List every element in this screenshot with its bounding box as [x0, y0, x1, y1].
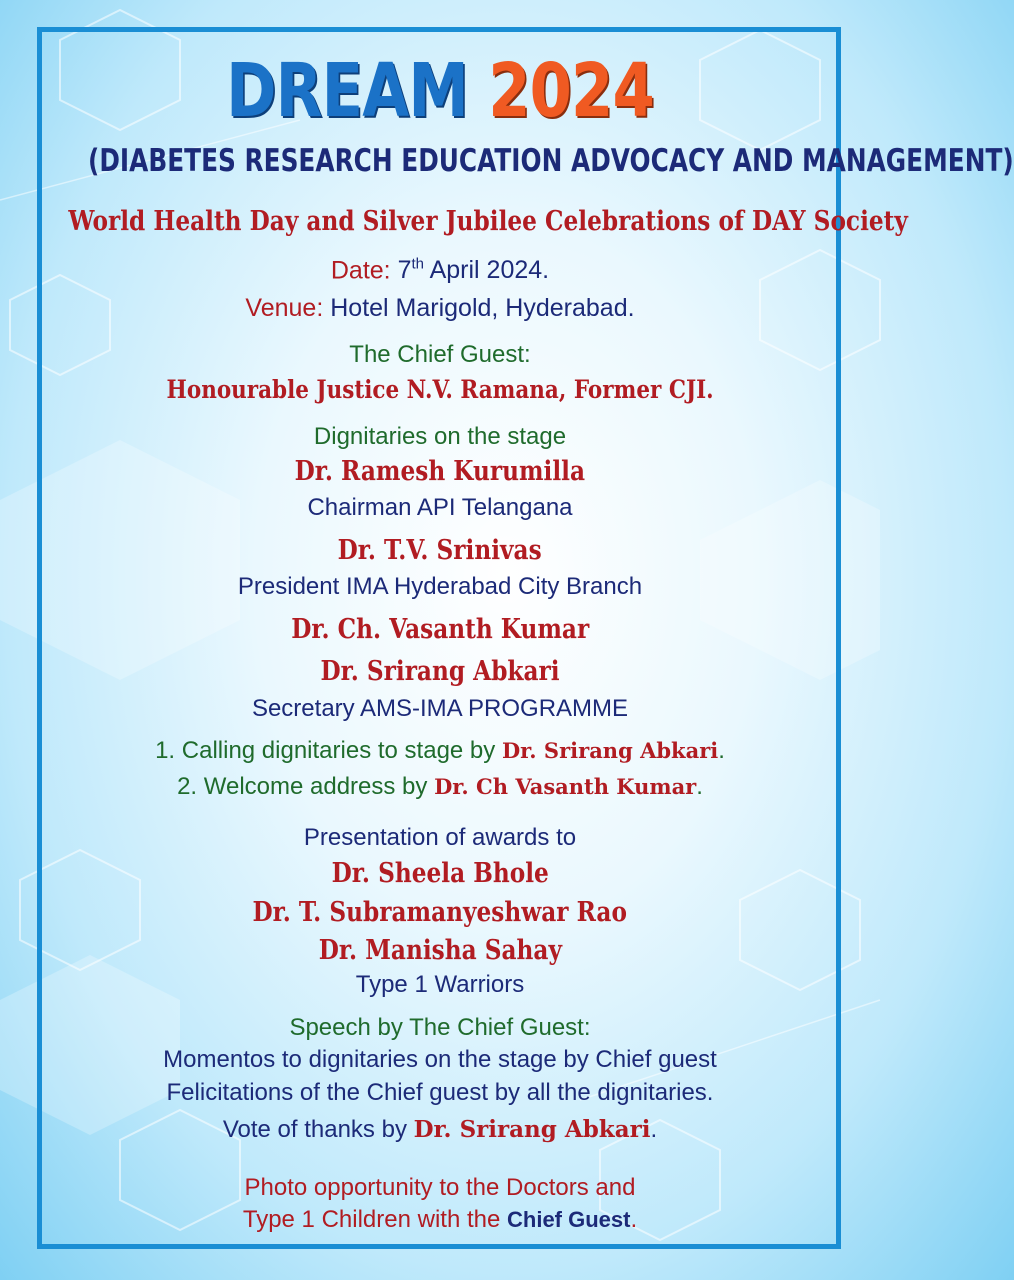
- subtitle: (DIABETES RESEARCH EDUCATION ADVOCACY AND MANAGEMENT): [88, 143, 1014, 179]
- awards-caption: Type 1 Warriors: [355, 971, 525, 998]
- speech-line: Speech by The Chief Guest:: [289, 1014, 591, 1041]
- dignitary-role: President IMA Hyderabad City Branch: [237, 573, 643, 600]
- chief-guest-name: Honourable Justice N.V. Ramana, Former CJI.: [166, 375, 714, 404]
- dignitary-name: Dr. T.V. Srinivas: [337, 535, 543, 566]
- programme-item: 2. Welcome address by Dr. Ch Vasanth Kumar.: [177, 773, 703, 800]
- momentos-line: Momentos to dignitaries on the stage by Chief guest: [163, 1046, 717, 1073]
- dignitary-name: Dr. Ch. Vasanth Kumar: [291, 614, 589, 645]
- vote-of-thanks: Vote of thanks by Dr. Srirang Abkari.: [222, 1116, 658, 1143]
- event-venue: Venue: Hotel Marigold, Hyderabad.: [245, 294, 635, 322]
- dignitary-name: Dr. Ramesh Kurumilla: [294, 456, 586, 487]
- dignitary-role: Chairman API Telangana: [307, 494, 573, 521]
- dignitary-role: Secretary AMS-IMA PROGRAMME: [251, 695, 629, 722]
- programme-item: 1. Calling dignitaries to stage by Dr. Srirang Abkari.: [155, 737, 725, 764]
- title-dream: DREAM: [226, 48, 468, 134]
- dignitary-name: Dr. Srirang Abkari: [320, 656, 560, 687]
- poster-title: [79, 48, 801, 134]
- award-recipient: Dr. Sheela Bhole: [331, 858, 549, 889]
- dignitaries-heading: Dignitaries on the stage: [313, 423, 567, 450]
- event-date: Date: 7th April 2024.: [330, 256, 550, 285]
- photo-line-1: Photo opportunity to the Doctors and: [244, 1174, 636, 1201]
- photo-line-2: Type 1 Children with the Chief Guest.: [242, 1206, 638, 1233]
- award-recipient: Dr. T. Subramanyeshwar Rao: [252, 897, 628, 928]
- title-year: 2024: [488, 48, 654, 134]
- award-recipient: Dr. Manisha Sahay: [318, 935, 562, 966]
- event-name: World Health Day and Silver Jubilee Celebrations of DAY Society: [68, 206, 908, 237]
- awards-heading: Presentation of awards to: [303, 824, 577, 851]
- felicitations-line: Felicitations of the Chief guest by all the dignitaries.: [166, 1079, 714, 1106]
- chief-guest-label: The Chief Guest:: [349, 341, 531, 368]
